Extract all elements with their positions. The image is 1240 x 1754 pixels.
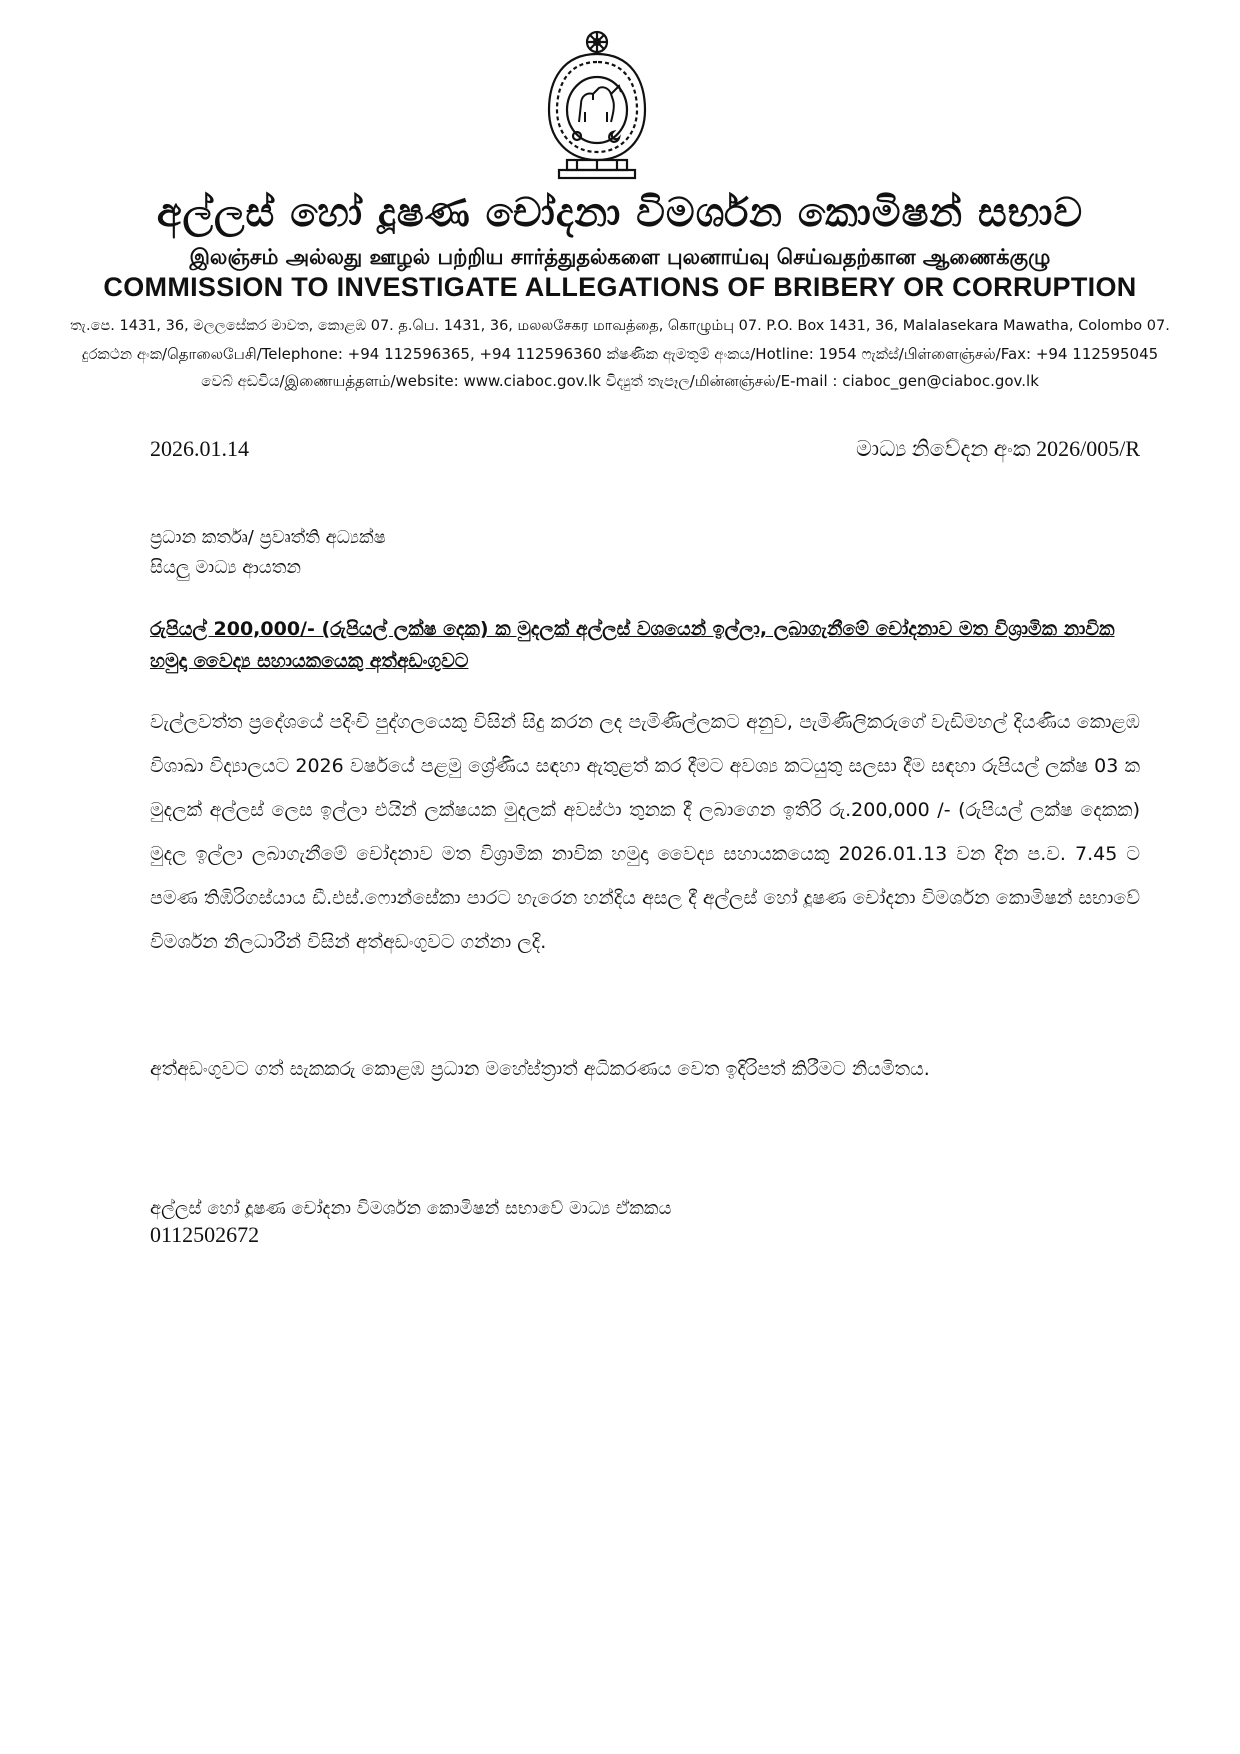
website-email-line: වෙබ් අඩවිය/இணையத்தளம்/website: www.ciaboc.gov.lk විද්‍යුත් තැපෑල/மின்னஞ்சல்/E-mail : ciaboc_gen@ciaboc.gov.lk xyxy=(201,372,1039,390)
release-date: 2026.01.14 xyxy=(150,436,249,461)
national-emblem xyxy=(541,28,653,180)
commission-title-tamil: இலஞ்சம் அல்லது ஊழல் பற்றிய சார்த்துதல்களை புலனாய்வு செய்வதற்கான ஆணைக்குழு xyxy=(189,245,1051,269)
telephone-fax-line: දුරකථන අංක/தொலைபேசி/Telephone: +94 112596365, +94 112596360 ක්ෂණික ඇමතුම් අංකය/Hotline: 1954 ෆැක්ස්/பிள்ளைஞ்சல்/Fax: +94 112595045 xyxy=(81,345,1159,363)
commission-title-sinhala: අල්ලස් හෝ දූෂණ චෝදනා විමර්ශන කොමිෂන් සභාව xyxy=(156,190,1084,236)
recipient-line: ප්‍රධාන කර්තෘ/ ප්‍රවෘත්ති අධ්‍යක්ෂ xyxy=(150,527,386,548)
postal-address-line: තැ.පෙ. 1431, 36, මලලසේකර මාවත, කොළඹ 07. த.பெ. 1431, 36, மலலசேகர மாவத்தை, கொழும்பு 07. P.O. Box 1431, 36, Malalasekara Mawatha, Colombo 07. xyxy=(70,318,1170,334)
press-release-headline: රුපියල් 200,000/- (රුපියල් ලක්ෂ දෙක) ක මුදලක් අල්ලස් වශයෙන් ඉල්ලා, ලබාගැනීමේ චෝදනාව මත විශ්‍රාමික නාවික හමුදා වෛද්‍ය සහායකයෙකු අත්අඩංගුවට xyxy=(150,618,1115,672)
signature-phone: 0112502672 xyxy=(150,1222,260,1247)
media-release-number: මාධ්‍ය නිවේදන අංක 2026/005/R xyxy=(856,436,1140,461)
closing-paragraph: අත්අඩංගුවට ගත් සැකකරු කොළඹ ප්‍රධාන මහේස්ත්‍රාත් අධිකරණය වෙත ඉදිරිපත් කිරීමට නියමිතය. xyxy=(150,1058,930,1080)
recipient-line: සියලු මාධ්‍ය ආයතන xyxy=(150,557,301,578)
body-paragraph: වැල්ලවත්ත ප්‍රදේශයේ පදිංචි පුද්ගලයෙකු විසින් සිදු කරන ලද පැමිණිල්ලකට අනුව, පැමිණිලිකරුගේ වැඩිමහල් දියණිය කොළඹ විශාඛා විද්‍යාලයට 2026 වර්ෂයේ පළමු ශ්‍රේණිය සඳහා ඇතුළත් කර දීමට අවශ්‍ය කටයුතු සලසා දීම සඳහා රුපියල් ලක්ෂ 03 ක මුදලක් අල්ලස් ලෙස ඉල්ලා එයින් ලක්ෂයක මුදලක් අවස්ථා තුනක දී ලබාගෙන ඉතිරි රු.200,000 /- (රුපියල් ලක්ෂ දෙකක) මුදල ඉල්ලා ලබාගැනීමේ චෝදනාව මත විශ්‍රාමික නාවික හමුදා වෛද්‍ය සහායකයෙකු 2026.01.13 වන දින ප.ව. 7.45 ට පමණ තිඹිරිගස්යාය ඩී.එස්.ෆොන්සේකා පාරට හැරෙන හන්දිය අසල දී අල්ලස් හෝ දූෂණ චෝදනා විමර්ශන කොමිෂන් සභාවේ විමර්ශන නිලධාරීන් විසින් අත්අඩංගුවට ගන්නා ලදි. xyxy=(150,711,1140,953)
signature-unit: අල්ලස් හෝ දූෂණ චෝදනා විමර්ශන කොමිෂන් සභාවේ මාධ්‍ය ඒකකය xyxy=(150,1198,672,1219)
commission-title-english: COMMISSION TO INVESTIGATE ALLEGATIONS OF BRIBERY OR CORRUPTION xyxy=(103,272,1137,302)
